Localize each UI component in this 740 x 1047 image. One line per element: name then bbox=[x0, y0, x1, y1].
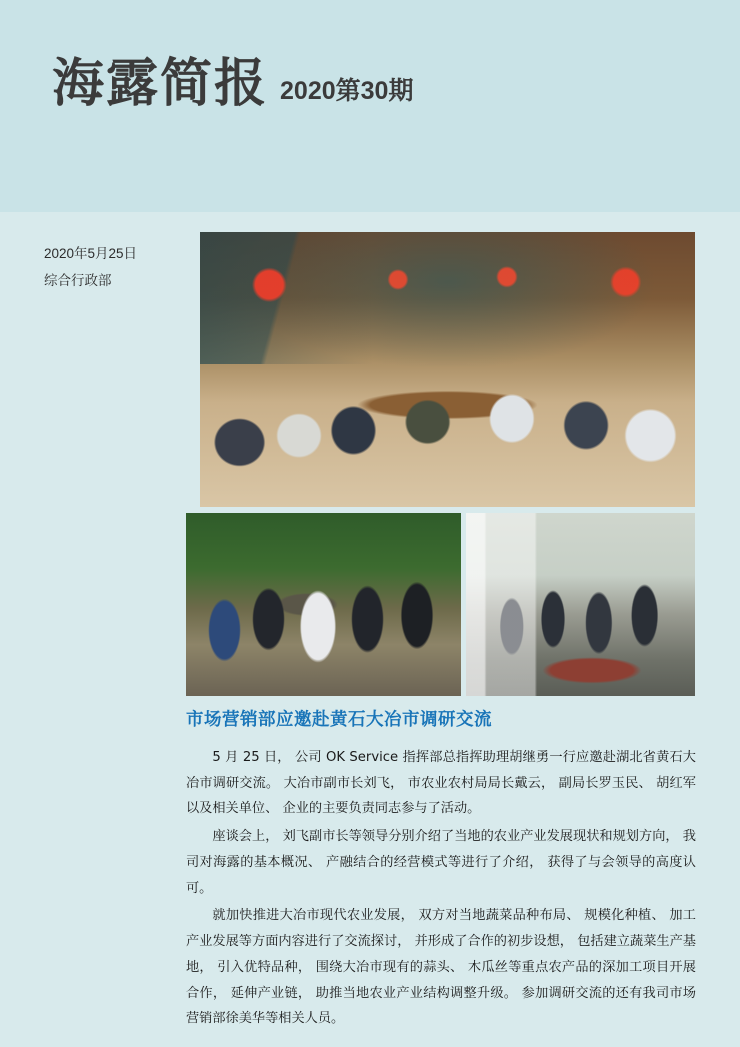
outdoor-tea-table-discussion-photo bbox=[186, 513, 461, 696]
photo-content-right bbox=[466, 513, 695, 696]
publish-date: 2020年5月25日 bbox=[44, 246, 138, 261]
article-title: 市场营销部应邀赴黄石大冶市调研交流 bbox=[186, 710, 492, 730]
article bbox=[186, 706, 696, 1034]
indoor-seated-meeting-photo bbox=[466, 513, 695, 696]
article-paragraph-1: 5 月 25 日， 公司 OK Service 指挥部总指挥助理胡继勇一行应邀赴湖北省黄石大冶市调研交流。 大冶市副市长刘飞， 市农业农村局局长戴云， 副局长罗玉民、 胡红军以及相关单位、 企业的主要负责同志参与了活动。 bbox=[186, 750, 696, 817]
department-name: 综合行政部 bbox=[44, 273, 112, 288]
article-paragraph-3: 就加快推进大冶市现代农业发展， 双方对当地蔬菜品种布局、 规模化种植、 加工产业发展等方面内容进行了交流探讨， 并形成了合作的初步设想， 包括建立蔬菜生产基地， 引入优特品种， 围绕大冶市现有的蒜头、 木瓜丝等重点农产品的深加工项目开展合作， 延伸产业链， 助推当地农业产业结构调整升级。 参加调研交流的还有我司市场营销部徐美华等相关人员。 bbox=[186, 908, 696, 1027]
issue-label: 2020第30期 bbox=[280, 77, 414, 105]
meeting-room-group-photo bbox=[200, 232, 695, 507]
masthead bbox=[52, 54, 414, 114]
document-meta bbox=[44, 240, 194, 294]
photo-content-left bbox=[186, 513, 461, 696]
publication-title: 海露简报 bbox=[52, 54, 269, 114]
photo-content-main bbox=[200, 232, 695, 507]
article-paragraph-2: 座谈会上， 刘飞副市长等领导分别介绍了当地的农业产业发展现状和规划方向， 我司对海露的基本概况、 产融结合的经营模式等进行了介绍， 获得了与会领导的高度认可。 bbox=[186, 829, 696, 896]
header-band bbox=[0, 0, 740, 212]
